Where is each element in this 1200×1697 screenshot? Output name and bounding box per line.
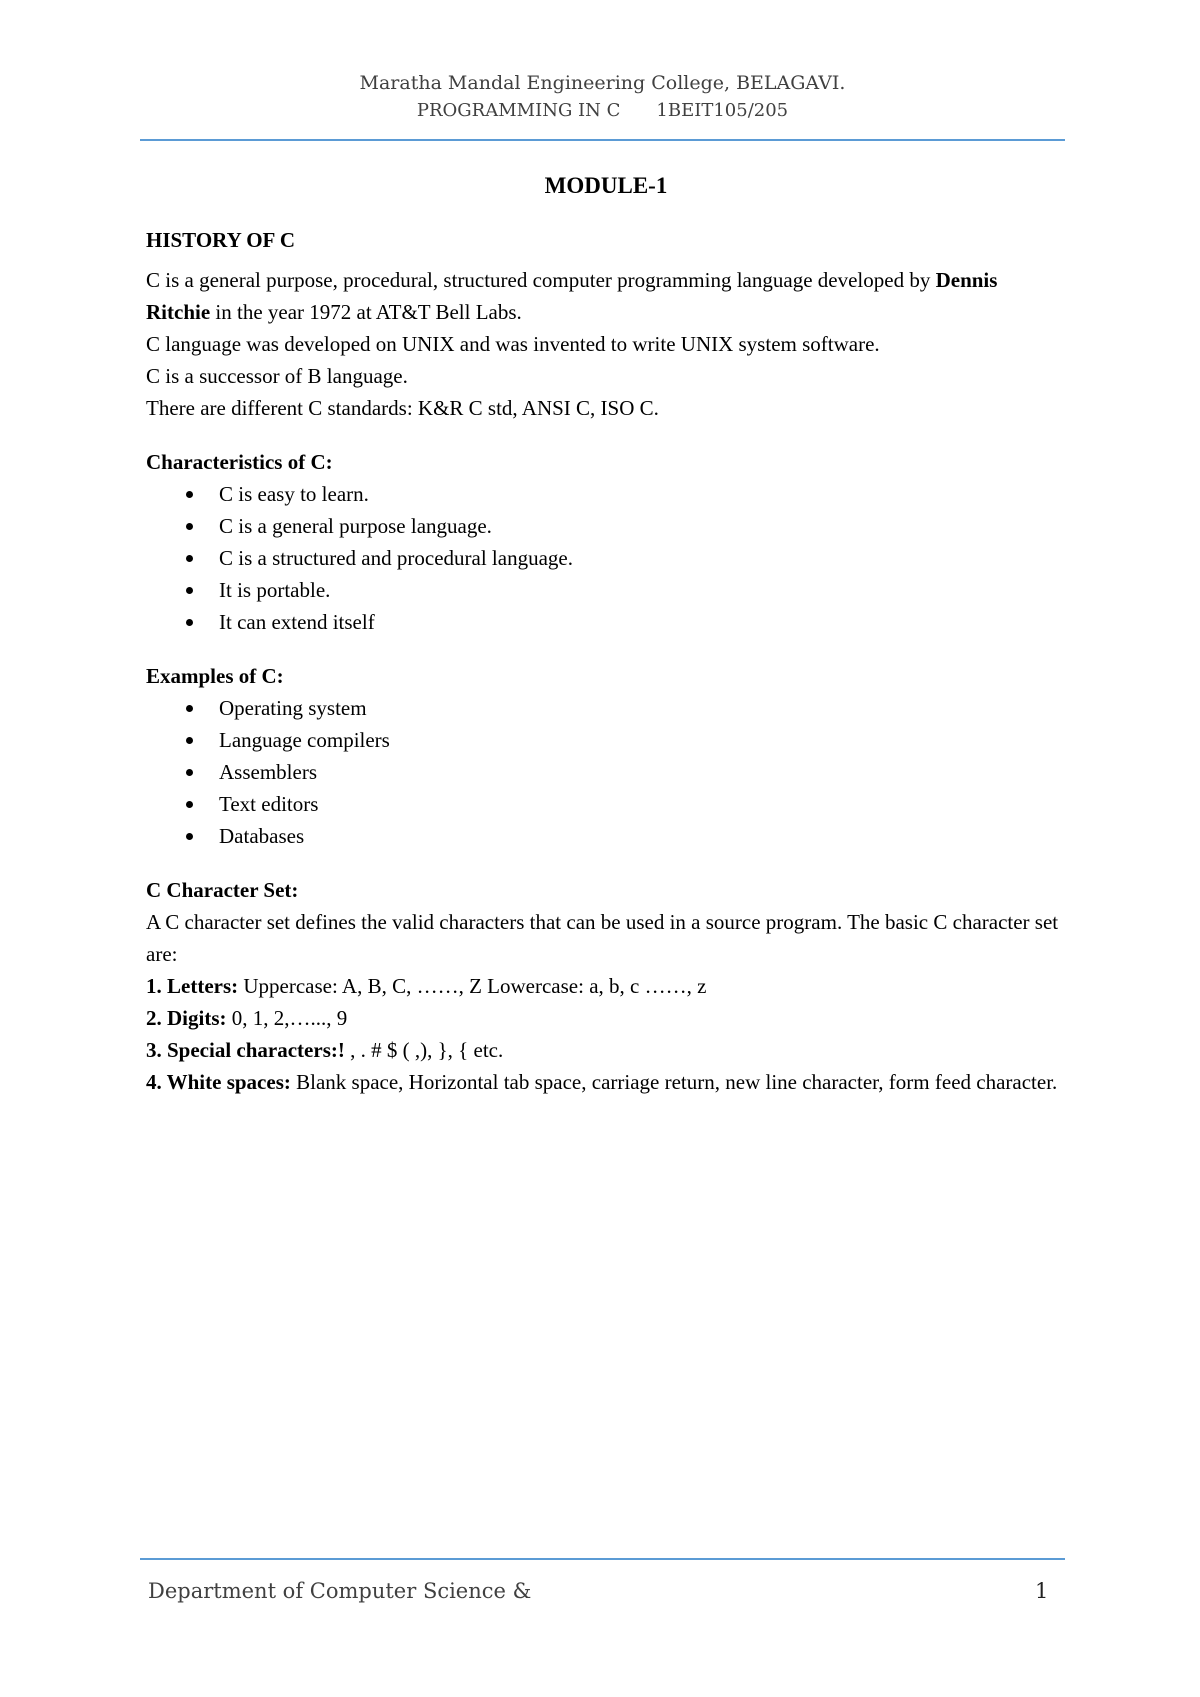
page-title: MODULE-1	[544, 173, 668, 198]
list-item: Assemblers	[146, 756, 1066, 788]
list-item: It is portable.	[146, 574, 1066, 606]
header-rule	[140, 139, 1065, 141]
history-p1-bold: Dennis Ritchie	[146, 268, 998, 324]
list-item: Text editors	[146, 788, 1066, 820]
history-p1-start: C is a general purpose, procedural, structured computer programming language developed by	[146, 268, 936, 292]
list-item: Databases	[146, 820, 1066, 852]
list-item: Language compilers	[146, 724, 1066, 756]
header-course-line	[140, 100, 1065, 121]
charset-heading: C Character Set:	[146, 878, 299, 902]
charset-digits: 2. Digits: 0, 1, 2,…..., 9	[146, 1006, 348, 1030]
document-body	[146, 170, 1066, 1098]
charset-special: 3. Special characters:! , . # $ ( ,), }, { etc.	[146, 1038, 504, 1062]
history-p1-end: in the year 1972 at AT&T Bell Labs.	[210, 300, 522, 324]
header-course-code: 1BEIT105/205	[656, 100, 789, 121]
bullet-icon	[186, 587, 193, 594]
bullet-icon	[186, 555, 193, 562]
history-paragraph-3: C is a successor of B language.	[146, 364, 408, 388]
history-paragraph-2: C language was developed on UNIX and was invented to write UNIX system software.	[146, 332, 880, 356]
list-item: C is a structured and procedural language.	[146, 542, 1066, 574]
header-course: PROGRAMMING IN C	[416, 100, 621, 121]
page-number: 1	[1035, 1579, 1049, 1603]
history-paragraph-4: There are different C standards: K&R C std, ANSI C, ISO C.	[146, 396, 659, 420]
list-item: It can extend itself	[146, 606, 1066, 638]
history-heading: HISTORY OF C	[146, 228, 296, 252]
examples-list	[146, 692, 1066, 852]
bullet-icon	[186, 833, 193, 840]
bullet-icon	[186, 737, 193, 744]
charset-intro: A C character set defines the valid characters that can be used in a source program. The basic C character set are:	[146, 910, 1059, 966]
bullet-icon	[186, 705, 193, 712]
bullet-icon	[186, 801, 193, 808]
characteristics-list	[146, 478, 1066, 638]
bullet-icon	[186, 619, 193, 626]
charset-letters: 1. Letters: Uppercase: A, B, C, ……, Z Lowercase: a, b, c ……, z	[146, 974, 707, 998]
footer-department: Department of Computer Science &	[148, 1579, 532, 1603]
list-item: C is a general purpose language.	[146, 510, 1066, 542]
list-item: C is easy to learn.	[146, 478, 1066, 510]
bullet-icon	[186, 769, 193, 776]
characteristics-heading: Characteristics of C:	[146, 450, 333, 474]
list-item: Operating system	[146, 692, 1066, 724]
bullet-icon	[186, 491, 193, 498]
charset-whitespace: 4. White spaces: Blank space, Horizontal tab space, carriage return, new line character, form feed character.	[146, 1070, 1058, 1094]
history-paragraph-1	[146, 264, 1066, 328]
bullet-icon	[186, 523, 193, 530]
header-college: Maratha Mandal Engineering College, BELAGAVI.	[359, 72, 846, 94]
examples-heading: Examples of C:	[146, 664, 284, 688]
footer-rule	[140, 1558, 1065, 1560]
